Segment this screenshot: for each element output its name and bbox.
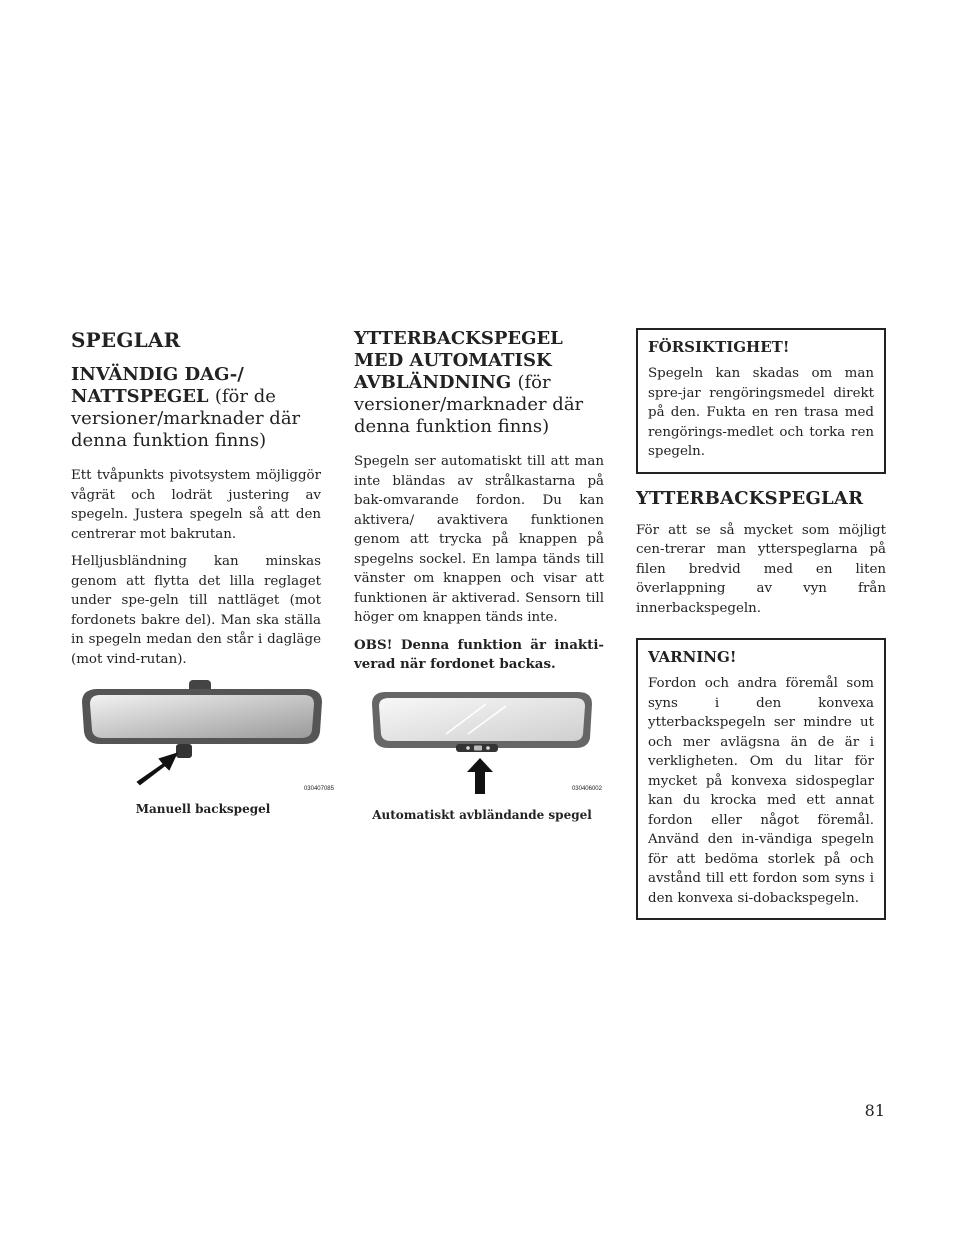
caution-text: Spegeln kan skadas om man spre-jar rengöringsmedel direkt på den. Fukta en ren trasa med rengörings-medlet och torka ren spegeln. (648, 366, 874, 459)
figure-caption: Automatiskt avbländande spegel (372, 808, 592, 822)
heading-text: YTTERBACKSPEGEL MED AUTOMATISK AVBLÄNDNING (354, 328, 563, 393)
warning-title: VARNING! (648, 648, 737, 666)
caution-title: FÖRSIKTIGHET! (648, 338, 790, 356)
arrow-up-icon (467, 758, 493, 794)
paragraph: Spegeln ser automatiskt till att man inte bländas av strålkastarna på bak-omvarande fordon. Du kan aktivera/ avaktivera funktionen genom att trycka på knappen på spegelns sockel. En lampa tänds till vänster om knappen och visar att funktionen är aktiverad. Sensorn till höger om knappen tänds inte. (354, 454, 604, 625)
figure-caption: Manuell backspegel (135, 802, 271, 816)
column-1 (71, 322, 321, 677)
auto-mirror-illustration (356, 686, 608, 804)
paragraph: Ett tvåpunkts pivotsystem möjliggör vågrät och lodrät justering av spegeln. Justera spegeln så att den centrerar mot bakrutan. (71, 468, 321, 542)
figure-code: 030407085 (303, 786, 334, 792)
heading-note: (för versioner/marknader där denna funktion finns) (354, 372, 584, 437)
section-title: SPEGLAR (71, 328, 181, 352)
manual-mirror-illustration (72, 680, 334, 800)
night-lever (176, 744, 192, 758)
heading-note: (för de versioner/marknader där denna funktion finns) (71, 386, 301, 451)
figure-code: 030406002 (571, 786, 602, 792)
heading-text: INVÄNDIG DAG-/ NATTSPEGEL (71, 364, 244, 407)
figure-manual-mirror (72, 680, 334, 816)
figure-auto-mirror (356, 686, 608, 822)
heading-exterior-mirrors: YTTERBACKSPEGLAR (636, 487, 864, 509)
arrow-icon (138, 754, 176, 784)
mirror-glass (90, 695, 314, 738)
column-3 (636, 328, 886, 930)
column-2 (354, 322, 604, 683)
page-number: 81 (864, 1101, 885, 1120)
warning-box (636, 638, 886, 920)
sensor (486, 746, 490, 750)
warning-text: Fordon och andra föremål som syns i den konvexa ytterbackspegeln ser mindre ut och mer avlägsna än de är i verkligheten. Om du litar för mycket på konvexa sidospeglar kan du krocka med ett annat fordon eller något föremål. Använd den in-vändiga spegeln för att bedöma storlek på och avstånd till ett fordon som syns i den konvexa si-dobackspegeln. (648, 676, 874, 906)
caution-box (636, 328, 886, 474)
indicator-lamp (466, 746, 470, 750)
note-text: OBS! Denna funktion är inakti-verad när fordonet backas. (354, 636, 604, 672)
heading-auto-dimming-mirror (354, 328, 604, 438)
paragraph: För att se så mycket som möjligt cen-trerar man ytterspeglarna på filen bredvid med en liten överlappning av vyn från innerbackspegeln. (636, 522, 886, 616)
mirror-glass (379, 698, 585, 741)
heading-interior-mirror (71, 364, 321, 452)
paragraph: Helljusbländning kan minskas genom att flytta det lilla reglaget under spe-geln till nattläget (mot fordonets bakre del). Man ska ställa in spegeln medan den står i dagläge (mot vind-rutan). (71, 554, 321, 667)
dimming-button (474, 746, 482, 751)
